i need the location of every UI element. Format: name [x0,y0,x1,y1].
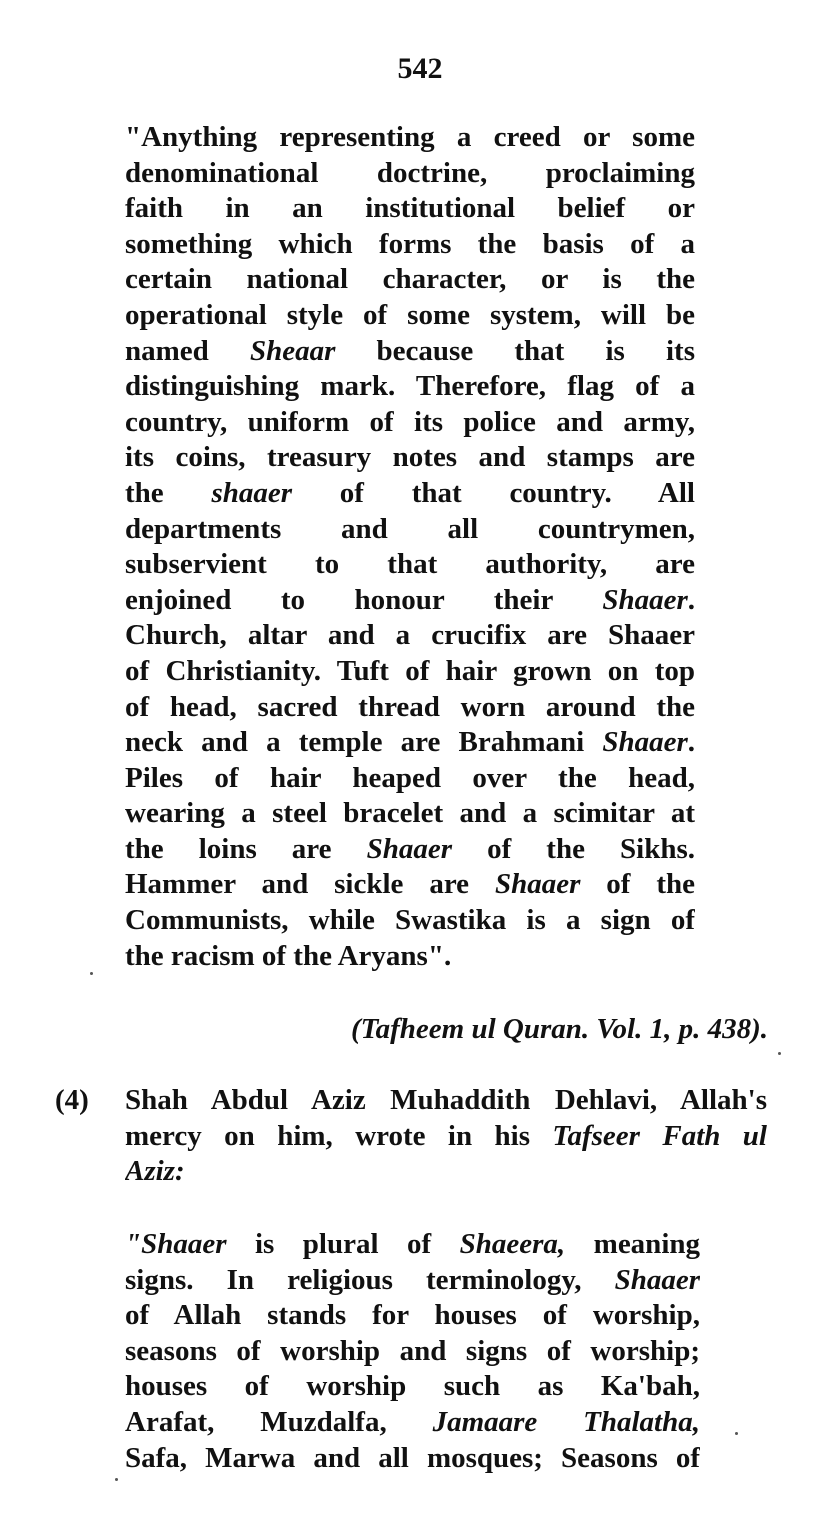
text-line [125,1227,700,1263]
text-line [125,1405,700,1441]
text-run: Hammer and sickle are [125,868,495,901]
text-line: Shah Abdul Aziz Muhaddith Dehlavi, Allah's [125,1084,767,1116]
scan-speck [115,1478,118,1481]
italic-term: Shaaer [602,583,688,616]
italic-term: Aziz: [125,1155,185,1188]
italic-term: Shaaer [602,726,688,759]
text-line: of Allah stands for houses of worship, [125,1299,700,1332]
text-line: country, uniform of its police and army, [125,405,695,438]
text-line: of Christianity. Tuft of hair grown on top [125,654,695,687]
text-line [125,1263,700,1299]
citation: (Tafheem ul Quran. Vol. 1, p. 438). [350,1013,768,1045]
text-line: Church, altar and a crucifix are Shaaer [125,619,695,652]
quote-block-tafheem [125,120,695,974]
text-run: neck and a temple are Brahmani [125,726,603,759]
text-line: Communists, while Swastika is a sign of [125,904,695,937]
text-run: . [687,583,695,616]
text-run: enjoined to honour their [125,583,603,616]
italic-term: "Shaaer [125,1228,227,1260]
text-line: operational style of some system, will be [125,298,695,331]
text-run: the [125,476,212,509]
text-line [125,476,695,512]
text-run: Arafat, Muzdalfa, [125,1405,433,1438]
scan-speck [778,1052,781,1055]
text-line: something which forms the basis of a [125,227,695,260]
item-4-text [125,1083,767,1190]
text-run: named [125,334,250,367]
text-line: subservient to that authority, are [125,548,695,581]
text-line: distinguishing mark. Therefore, flag of a [125,370,695,403]
italic-term: Jamaare Thalatha, [432,1405,700,1438]
text-line [125,867,695,903]
text-line [125,725,695,761]
text-run: mercy on him, wrote in his [125,1119,553,1152]
text-line: departments and all countrymen, [125,512,695,545]
text-line: of head, sacred thread worn around the [125,690,695,723]
text-line [125,832,695,868]
text-line: seasons of worship and signs of worship; [125,1334,700,1367]
quote-block-fath-ul-aziz [125,1227,700,1476]
text-line: the racism of the Aryans". [125,939,452,972]
text-line: Safa, Marwa and all mosques; Seasons of [125,1441,700,1474]
text-line: houses of worship such as Ka'bah, [125,1370,700,1403]
text-line [125,334,695,370]
text-run: signs. In religious terminology, [125,1263,615,1296]
italic-term: shaaer [211,476,293,509]
italic-term: Shaaer [494,868,581,901]
text-line: Piles of hair heaped over the head, [125,761,695,794]
italic-term: Tafseer Fath ul [552,1119,767,1152]
italic-term: Shaeera, [459,1228,566,1260]
text-line [125,583,695,619]
text-line: faith in an institutional belief or [125,192,695,225]
item-number: (4) [55,1084,89,1116]
italic-term: Sheaar [249,334,336,367]
text-line: certain national character, or is the [125,263,695,296]
text-run: the loins are [125,832,367,865]
text-run: of the Sikhs. [452,832,695,865]
scan-speck [735,1432,738,1435]
scan-speck [90,972,93,975]
text-run: . [687,726,695,759]
text-line: wearing a steel bracelet and a scimitar at [125,797,695,830]
text-line: "Anything representing a creed or some [125,121,695,153]
text-line [125,1119,767,1155]
italic-term: Shaaer [614,1263,700,1296]
text-run: because that is its [335,334,695,367]
text-run: of the [580,868,695,901]
text-line: its coins, treasury notes and stamps are [125,441,695,474]
text-line: denominational doctrine, proclaiming [125,156,695,189]
page-number: 542 [397,52,443,85]
text-line [125,1154,767,1190]
italic-term: Shaaer [366,832,453,865]
text-run: of that country. All [292,476,695,509]
text-run: is plural of [226,1228,460,1260]
text-run: meaning [565,1228,700,1260]
